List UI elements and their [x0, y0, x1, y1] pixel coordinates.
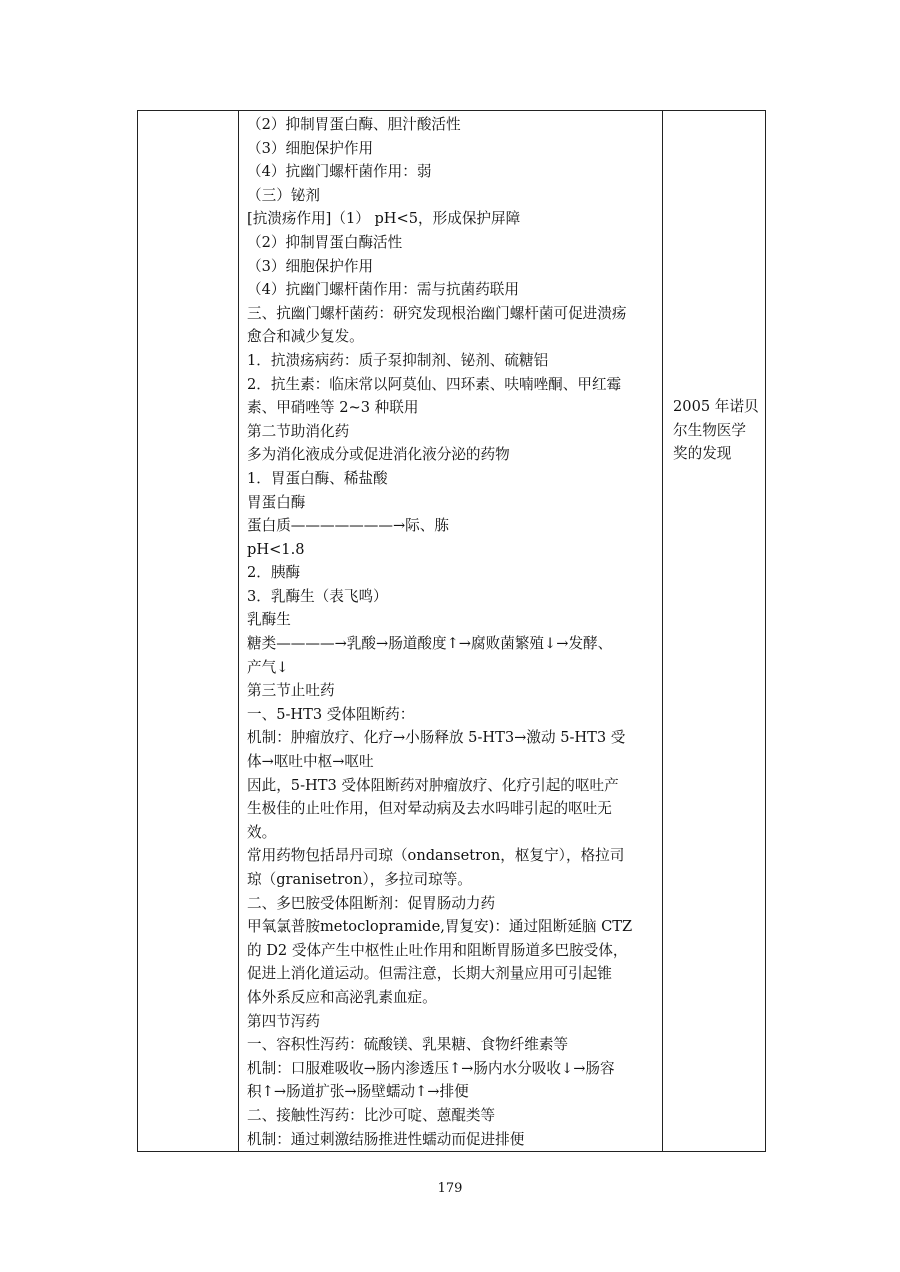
text-line: （4）抗幽门螺杆菌作用：弱	[247, 163, 432, 181]
side-note	[663, 395, 765, 466]
text-line: 1．抗溃疡病药：质子泵抑制剂、铋剂、硫糖铝	[247, 351, 549, 369]
text-line: 三、抗幽门螺杆菌药：研究发现根治幽门螺杆菌可促进溃疡	[247, 304, 627, 322]
text-line: 生极佳的止吐作用，但对晕动病及去水吗啡引起的呕吐无	[247, 800, 612, 818]
text-line: 体→呕吐中枢→呕吐	[247, 753, 374, 771]
text-line: 第二节助消化药	[247, 422, 350, 440]
text-line: （4）抗幽门螺杆菌作用：需与抗菌药联用	[247, 281, 519, 299]
text-line: 多为消化液成分或促进消化液分泌的药物	[247, 446, 510, 464]
text-line: 二、多巴胺受体阻断剂：促胃肠动力药	[247, 894, 496, 912]
text-line: 琼（granisetron），多拉司琼等。	[247, 871, 472, 888]
text-line: （3）细胞保护作用	[247, 139, 374, 157]
side-note-line: 奖的发现	[673, 445, 732, 463]
text-line: （2）抑制胃蛋白酶活性	[247, 233, 403, 251]
text-line: （3）细胞保护作用	[247, 257, 374, 275]
text-line: 乳酶生	[247, 611, 291, 629]
text-line: 素、甲硝唑等 2~3 种联用	[247, 399, 419, 417]
content-table	[137, 110, 766, 1152]
side-note-cell	[663, 111, 766, 1152]
text-line: 蛋白质———————→际、胨	[247, 517, 449, 535]
text-line: 3．乳酶生（表飞鸣）	[247, 587, 388, 605]
text-line: 糖类————→乳酸→肠道酸度↑→腐败菌繁殖↓→发酵、	[247, 635, 613, 653]
side-note-line: 2005 年诺贝	[673, 398, 759, 415]
text-line: 第三节止吐药	[247, 682, 335, 700]
main-content-cell	[239, 111, 663, 1152]
text-line: 因此，5-HT3 受体阻断药对肿瘤放疗、化疗引起的呕吐产	[247, 776, 619, 794]
text-line: （三）铋剂	[247, 186, 320, 204]
table-row	[138, 111, 766, 1152]
page-number: 179	[437, 1181, 463, 1196]
text-line: 胃蛋白酶	[247, 493, 306, 511]
text-line: 一、5-HT3 受体阻断药：	[247, 705, 415, 723]
text-line: 甲氧氯普胺metoclopramide,胃复安)：通过阻断延脑 CTZ	[247, 918, 633, 936]
text-line: 体外系反应和高泌乳素血症。	[247, 988, 437, 1006]
text-line: [抗溃疡作用]（1） pH<5，形成保护屏障	[247, 210, 521, 228]
text-line: 机制：肿瘤放疗、化疗→小肠释放 5-HT3→激动 5-HT3 受	[247, 729, 626, 747]
text-line: 第四节泻药	[247, 1012, 320, 1030]
text-line: 促进上消化道运动。但需注意，长期大剂量应用可引起锥	[247, 965, 612, 983]
text-line: 机制：口服难吸收→肠内渗透压↑→肠内水分吸收↓→肠容	[247, 1059, 615, 1077]
text-line: 机制：通过刺激结肠推进性蠕动而促进排便	[247, 1130, 525, 1148]
text-line: 二、接触性泻药：比沙可啶、蒽醌类等	[247, 1106, 496, 1124]
text-line: 常用药物包括昂丹司琼（ondansetron，枢复宁），格拉司	[247, 847, 625, 865]
text-line: 效。	[247, 823, 277, 841]
text-line: （2）抑制胃蛋白酶、胆汁酸活性	[247, 116, 461, 133]
text-line: 一、容积性泻药：硫酸镁、乳果糖、食物纤维素等	[247, 1036, 569, 1054]
side-note-line: 尔生物医学	[673, 421, 746, 439]
text-line: 愈合和减少复发。	[247, 328, 364, 346]
text-line: 2．抗生素：临床常以阿莫仙、四环素、呋喃唑酮、甲红霉	[247, 375, 622, 393]
text-line: pH<1.8	[247, 540, 305, 558]
content-lines	[239, 111, 662, 1151]
text-line: 1．胃蛋白酶、稀盐酸	[247, 469, 388, 487]
text-line: 产气↓	[247, 658, 289, 676]
text-line: 2．胰酶	[247, 564, 301, 582]
text-line: 积↑→肠道扩张→肠壁蠕动↑→排便	[247, 1083, 469, 1101]
empty-left-cell	[138, 111, 239, 1152]
text-line: 的 D2 受体产生中枢性止吐作用和阻断胃肠道多巴胺受体，	[247, 941, 628, 959]
